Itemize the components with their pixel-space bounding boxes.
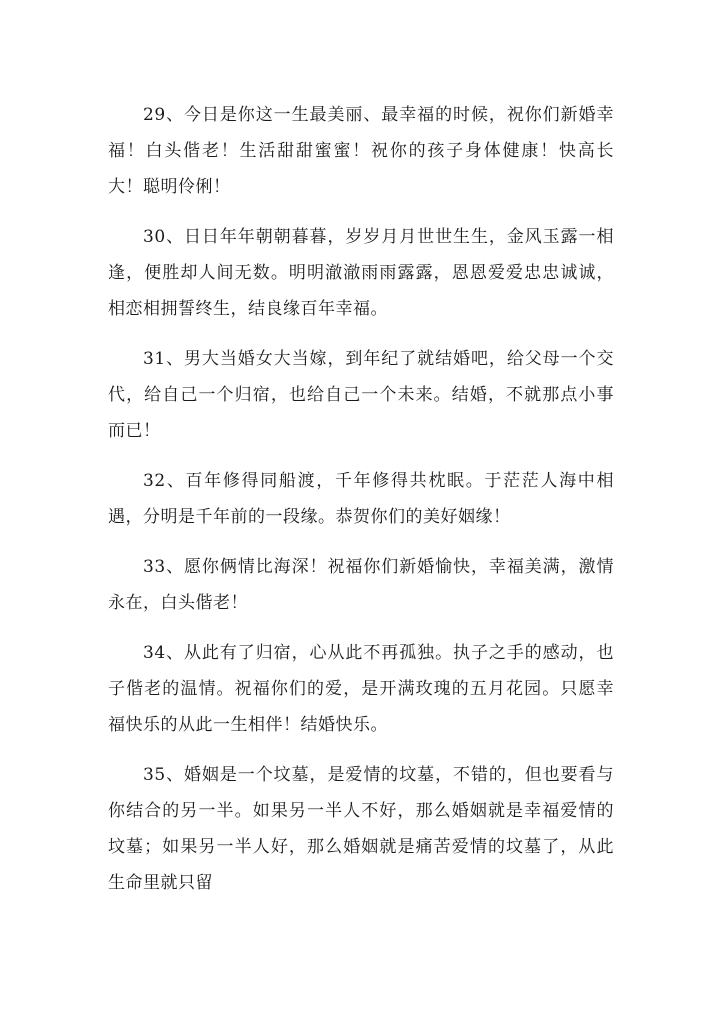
paragraph-30: 30、日日年年朝朝暮暮，岁岁月月世世生生，金风玉露一相逢，便胜却人间无数。明明澈澈雨雨露露，恩恩爱爱忠忠诚诚，相恋相拥誓终生，结良缘百年幸福。 <box>108 227 614 319</box>
paragraph-35: 35、婚姻是一个坟墓，是爱情的坟墓，不错的，但也要看与你结合的另一半。如果另一半人不好，那么婚姻就是幸福爱情的坟墓；如果另一半人好，那么婚姻就是痛苦爱情的坟墓了，从此生命里就只留 <box>108 765 614 893</box>
paragraph-34: 34、从此有了归宿，心从此不再孤独。执子之手的感动，也子偕老的温情。祝福你们的爱，是开满玫瑰的五月花园。只愿幸福快乐的从此一生相伴！结婚快乐。 <box>108 643 614 735</box>
paragraph-33: 33、愿你俩情比海深！祝福你们新婚愉快，幸福美满，激情永在，白头偕老！ <box>108 557 614 613</box>
paragraph-29: 29、今日是你这一生最美丽、最幸福的时候，祝你们新婚幸福！白头偕老！生活甜甜蜜蜜！祝你的孩子身体健康！快高长大！聪明伶俐！ <box>108 105 614 197</box>
paragraph-32: 32、百年修得同船渡，千年修得共枕眠。于茫茫人海中相遇，分明是千年前的一段缘。恭贺你们的美好姻缘！ <box>108 471 614 527</box>
document-body <box>108 97 614 915</box>
paragraph-31: 31、男大当婚女大当嫁，到年纪了就结婚吧，给父母一个交代，给自己一个归宿，也给自己一个未来。结婚，不就那点小事而已！ <box>108 349 614 441</box>
